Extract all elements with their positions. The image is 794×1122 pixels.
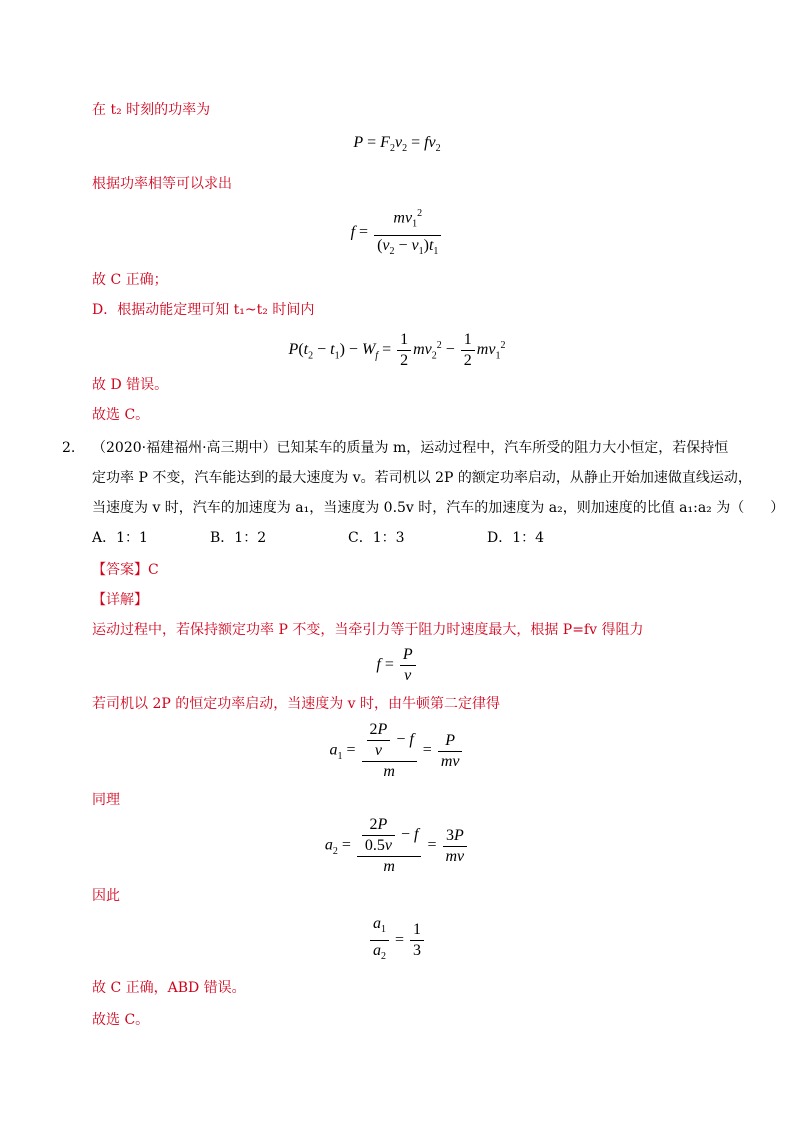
- text-conclusion: 故 C 正确，ABD 错误。: [92, 980, 246, 996]
- text-choose-c-1: 故选 C。: [92, 407, 150, 423]
- question-stem-close-paren: ）: [770, 500, 785, 516]
- detail-heading: 【详解】: [92, 592, 148, 608]
- equation-ratio: $\frac{a_1}{a_2}$ = $\frac{1}{3}$: [0, 914, 794, 967]
- equation-a2: $a_2$ = $\frac{2P}{0.5v}$ − f m = $\frac{3P}{mv}$: [0, 815, 794, 877]
- options-row: [92, 528, 712, 548]
- question-stem-line-1: （2020·福建福州·高三期中）已知某车的质量为 m，运动过程中，汽车所受的阻力大小恒定，若保持恒: [92, 440, 729, 456]
- explain-line-1: 运动过程中，若保持额定功率 P 不变，当牵引力等于阻力时速度最大，根据 P=fv 得阻力: [92, 622, 644, 638]
- text-final-choice: 故选 C。: [92, 1012, 150, 1028]
- text-c-correct: 故 C 正确；: [92, 272, 168, 288]
- text-therefore: 因此: [92, 888, 120, 904]
- text-d-wrong: 故 D 错误。: [92, 377, 169, 393]
- question-stem-line-3: [92, 498, 784, 518]
- question-stem-line-3-text: 当速度为 v 时，汽车的加速度为 a₁，当速度为 0.5v 时，汽车的加速度为 a₂，则加速度的比值 a₁:a₂ 为（: [92, 500, 745, 516]
- question-stem-line-2: 定功率 P 不变，汽车能达到的最大速度为 v。若司机以 2P 的额定功率启动，从静止开始加速做直线运动，: [92, 470, 752, 486]
- equation-f-p-over-v: f = $\frac{P}{v}$: [0, 645, 794, 686]
- text-t2-power: 在 t₂ 时刻的功率为: [92, 102, 211, 118]
- equation-friction-f: f = $\frac{mv_1^2}{(v_2 - v_1)t_1}$: [0, 204, 794, 262]
- equation-kinetic-energy: $P(t_2 - t_1) - W_f$ = $\frac{1}{2}$ $mv_2^2$ − $\frac{1}{2}$ $mv_1^2$: [288, 331, 506, 369]
- option-d: D．1：4: [487, 530, 545, 546]
- option-c: C．1：3: [348, 530, 405, 546]
- text-by-equal-power: 根据功率相等可以求出: [92, 176, 232, 192]
- question-number: 2.: [62, 440, 76, 456]
- text-d-theorem: D．根据动能定理可知 t₁~t₂ 时间内: [92, 302, 315, 318]
- option-a: A．1：1: [92, 530, 148, 546]
- answer-label: 【答案】C: [92, 562, 159, 578]
- text-same-reason: 同理: [92, 792, 120, 808]
- explain-line-2: 若司机以 2P 的恒定功率启动，当速度为 v 时，由牛顿第二定律得: [92, 696, 501, 712]
- option-b: B．1：2: [210, 530, 267, 546]
- equation-power-t2: $P = F_2v_2 = fv_2$: [353, 134, 441, 155]
- equation-a1: $a_1$ = $\frac{2P}{v}$ − f m = $\frac{P}{mv}$: [0, 720, 794, 782]
